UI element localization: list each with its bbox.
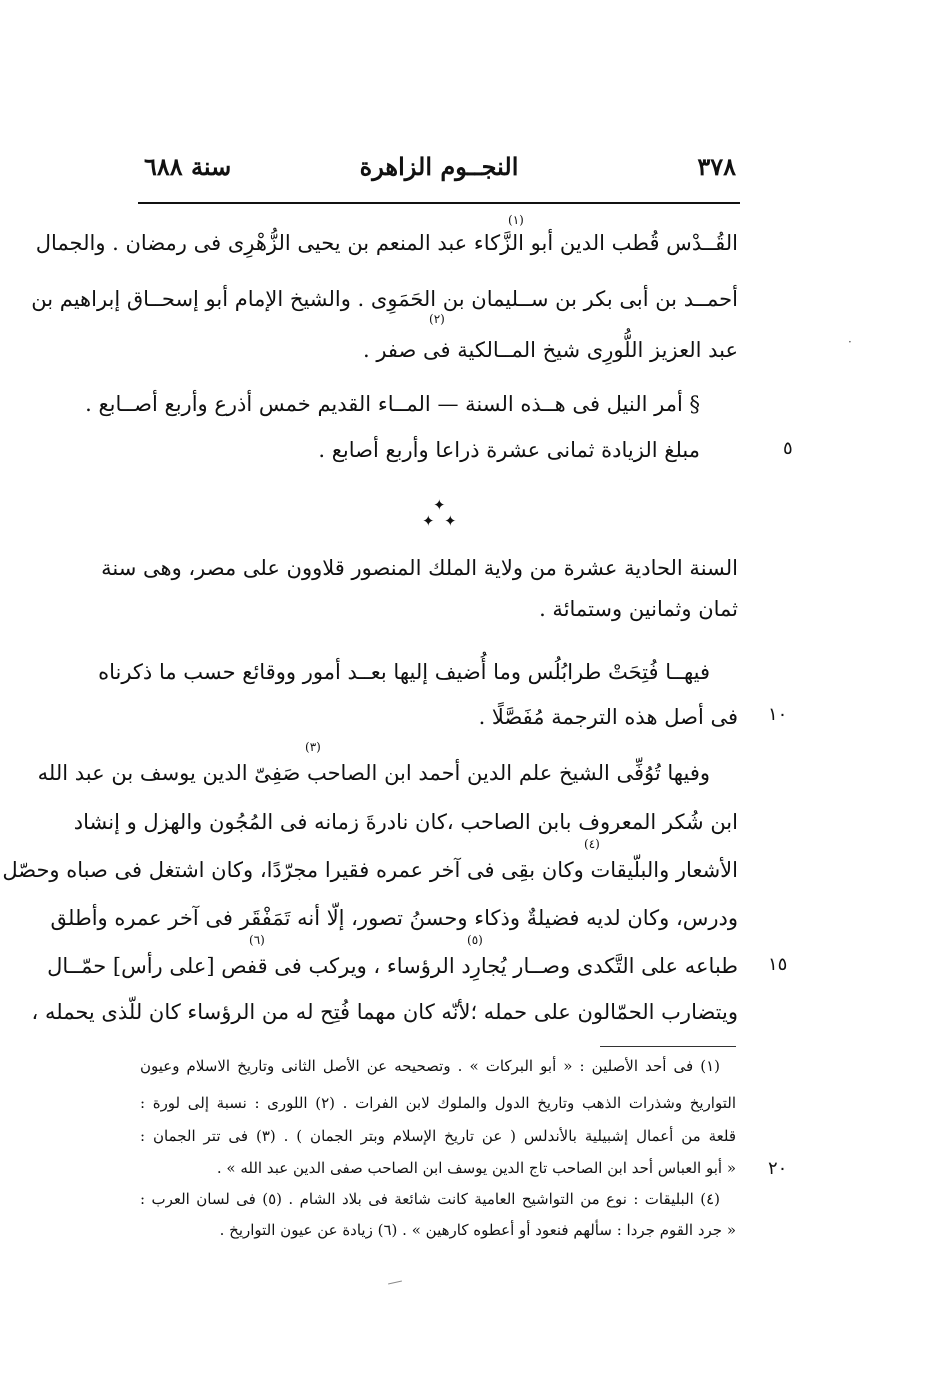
- separator-star: ✦: [422, 512, 435, 530]
- running-header: [138, 146, 740, 192]
- footnote-line: (٤) البليقات : نوع من التواشيح العامية كانت شائعة فى بلاد الشام . (٥) فى لسان العرب :: [140, 1190, 721, 1208]
- line-marker: ٢٠: [768, 1158, 788, 1179]
- page-number: ٣٧٨: [697, 152, 736, 181]
- print-artifact: [388, 1281, 402, 1285]
- body-line: ثمان وثمانين وستمائة .: [539, 597, 738, 621]
- footnote-line: التواريخ وشذرات الذهب وتاريخ الدول والملوك لابن الفرات . (٢) اللورى : نسبة إلى لورة :: [140, 1094, 736, 1112]
- footnote-line: (١) فى أحد الأصلين : « أبو البركات » . وتصحيحه عن الأصل الثانى وتاريخ الاسلام وعيون: [140, 1057, 720, 1075]
- body-line: أحمــد بن أبى بكر بن ســليمان بن الحَمَوِى . والشيخ الإمام أبو إسحــاق إبراهيم بن: [31, 287, 738, 311]
- footnote-line: « أبو العباس أحد ابن الصاحب تاج الدين يوسف ابن الصاحب صفى الدين عبد الله » .: [216, 1159, 736, 1177]
- body-line: السنة الحادية عشرة من ولاية الملك المنصور قلاوون على مصر، وهى سنة: [101, 556, 738, 580]
- body-line: § أمر النيل فى هــذه السنة — المــاء القديم خمس أذرع وأربع أصــابع .: [85, 392, 700, 416]
- footnote-ref: (٤): [584, 837, 600, 851]
- year-label: سنة ٦٨٨: [144, 152, 232, 181]
- body-line: عبد العزيز اللُّورِى شيخ المــالكية فى صفر .: [362, 338, 738, 362]
- body-line: فى أصل هذه الترجمة مُفَصَّلًا .: [478, 705, 738, 729]
- header-rule: [138, 202, 740, 204]
- body-line: ودرس، وكان لديه فضيلةٌ وذكاء وحسنُ تصور، إلّا أنه تَمَفْقَر فى آخر عمره وأطلق: [50, 906, 738, 930]
- footnote-ref: (٥): [467, 933, 483, 947]
- line-marker: ١٥: [768, 954, 788, 975]
- separator-star: ✦: [433, 496, 446, 514]
- body-line: الأشعار والبلّيقات وكان بقِى فى آخر عمره فقيرا مجرّدًا، وكان اشتغل فى صباه وحصّل: [2, 858, 738, 882]
- footnote-ref: (٦): [249, 933, 265, 947]
- separator-star: ✦: [444, 512, 457, 530]
- footnote-ref: (٣): [305, 740, 321, 754]
- body-line: فيهــا فُتِحَتْ طرابُلُس وما أُضيف إليها بعــد أمور ووقائع حسب ما ذكرناه: [98, 660, 710, 684]
- footnote-line: قلعة من أعمال إشبيلية بالأندلس ( عن تاريخ الإسلام وبتر الجمان ) . (٣) فى تتر الجمان :: [140, 1127, 736, 1145]
- footnote-ref: (١): [508, 213, 524, 227]
- line-marker: ١٠: [768, 704, 788, 725]
- footnote-rule: [600, 1046, 736, 1047]
- body-line: ابن شُكر المعروف بابن الصاحب ،كان نادرةَ زمانه فى المُجُون والهزل و إنشاد: [73, 810, 738, 834]
- book-title: النجــوم الزاهرة: [359, 152, 519, 181]
- body-line: طباعه على التَّكدى وصــار يُجارِد الرؤساء ، ويركب فى قفص [على رأس] حمّــال: [47, 954, 738, 978]
- footnote-ref: (٢): [429, 312, 445, 326]
- body-line: وفيها تُوُفِّى الشيخ علم الدين أحمد ابن الصاحب صَفِىّ الدين يوسف بن عبد الله: [37, 761, 710, 785]
- margin-mark: ·: [848, 335, 852, 349]
- body-line: القُــدْس قُطب الدين أبو الزَّكاء عبد المنعم بن يحيى الزُّهْرِى فى رمضان . والجمال: [35, 231, 738, 255]
- line-marker: ٥: [783, 438, 793, 459]
- body-line: ويتضارب الحمّالون على حمله ؛لأنّه كان مهما فُتِح له من الرؤساء كان للّذى يحمله ،: [31, 1000, 738, 1024]
- section-separator: [418, 498, 462, 534]
- body-line: مبلغ الزيادة ثمانى عشرة ذراعا وأربع أصابع .: [318, 438, 700, 462]
- footnote-line: « جرد القوم جردا : سألهم فنعود أو أعطوه كارهين » . (٦) زيادة عن عيون التواريخ .: [219, 1221, 736, 1239]
